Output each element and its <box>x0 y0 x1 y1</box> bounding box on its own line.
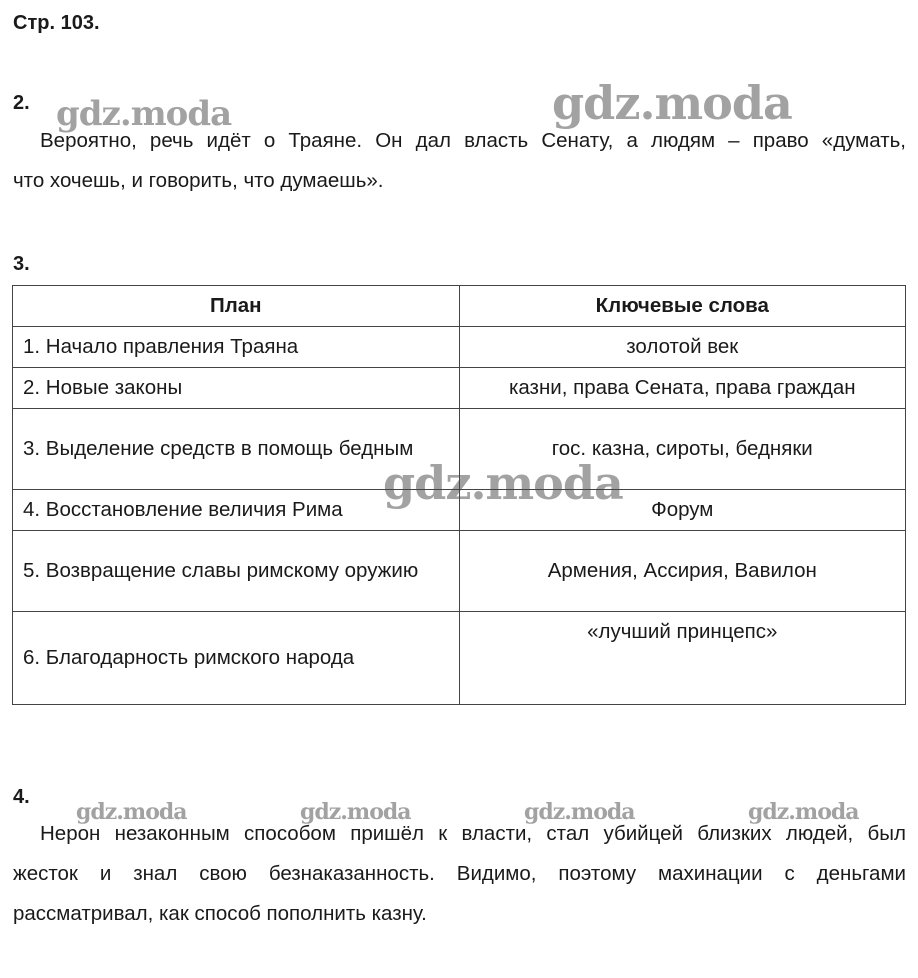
table-row <box>13 368 906 409</box>
plan-cell: 1. Начало правления Траяна <box>13 327 460 368</box>
keywords-cell: золотой век <box>459 327 905 368</box>
task-3-number: 3. <box>13 253 30 275</box>
watermark: gdz.moda <box>524 799 635 825</box>
header-plan: План <box>13 286 460 327</box>
plan-cell: 6. Благодарность римского народа <box>13 612 460 705</box>
watermark: gdz.moda <box>56 94 232 134</box>
plan-table <box>12 285 906 705</box>
watermark: gdz.moda <box>383 456 623 510</box>
watermark: gdz.moda <box>552 76 792 130</box>
task-2-number: 2. <box>13 92 30 114</box>
keywords-cell: гос. казна, сироты, бедняки <box>459 409 905 490</box>
keywords-cell: «лучший принцепс» <box>459 612 905 705</box>
task-2-answer <box>13 121 906 201</box>
task-4-line-3: рассматривал, как способ пополнить казну. <box>13 902 427 925</box>
task-4-answer <box>13 814 906 934</box>
task-4-line-2: жесток и знал свою безнаказанность. Видимо, поэтому махинации с деньгами <box>13 862 906 885</box>
task-4-number: 4. <box>13 786 30 808</box>
watermark: gdz.moda <box>748 799 859 825</box>
page-title: Стр. 103. <box>13 12 100 34</box>
table-header-row <box>13 286 906 327</box>
task-4-line-1: Нерон незаконным способом пришёл к власти, стал убийцей близких людей, был <box>40 822 906 845</box>
keywords-cell: казни, права Сената, права граждан <box>459 368 905 409</box>
task-2-line-1: Вероятно, речь идёт о Траяне. Он дал власть Сенату, а людям – право «думать, <box>40 129 906 152</box>
table-row <box>13 612 906 705</box>
plan-cell: 3. Выделение средств в помощь бедным <box>13 409 460 490</box>
table-row <box>13 531 906 612</box>
plan-cell: 5. Возвращение славы римскому оружию <box>13 531 460 612</box>
header-keywords: Ключевые слова <box>459 286 905 327</box>
table-row <box>13 490 906 531</box>
plan-cell: 4. Восстановление величия Рима <box>13 490 460 531</box>
table-row <box>13 327 906 368</box>
table-row <box>13 409 906 490</box>
plan-cell: 2. Новые законы <box>13 368 460 409</box>
keywords-cell: Армения, Ассирия, Вавилон <box>459 531 905 612</box>
watermark: gdz.moda <box>76 799 187 825</box>
keywords-cell: Форум <box>459 490 905 531</box>
watermark: gdz.moda <box>300 799 411 825</box>
task-2-line-2: что хочешь, и говорить, что думаешь». <box>13 169 384 192</box>
